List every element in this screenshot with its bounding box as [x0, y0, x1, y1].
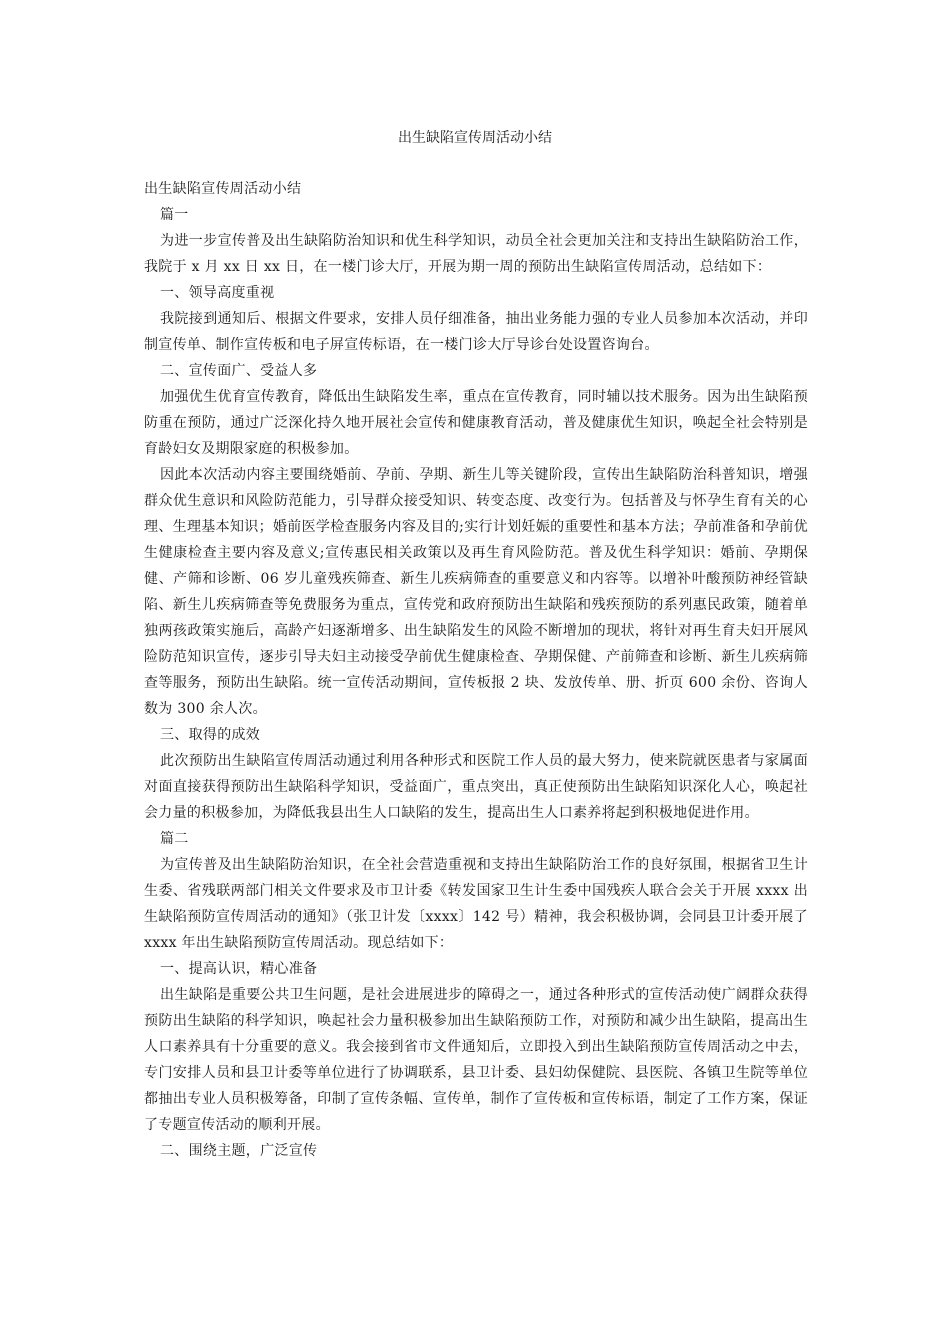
part1-section1-title: 一、领导高度重视: [160, 285, 275, 301]
part2-intro: 为宣传普及出生缺陷防治知识，在全社会营造重视和支持出生缺陷防治工作的良好氛围，根据省卫生计生委、省残联两部门相关文件要求及市卫计委《转发国家卫生计生委中国残疾人联合会关于开展 xxxx 出生缺陷预防宣传周活动的通知》（张卫计发〔xxxx〕142 号）精神，我会积极协调，会同县卫计委开展了 xxxx 年出生缺陷预防宣传周活动。现总结如下：: [144, 857, 808, 951]
part1-section2-title: 二、宣传面广、受益人多: [160, 363, 318, 379]
part1-label: 篇一: [160, 207, 189, 223]
document-heading: 出生缺陷宣传周活动小结: [144, 181, 302, 197]
part1-section1-paragraph: 我院接到通知后、根据文件要求，安排人员仔细准备，抽出业务能力强的专业人员参加本次活动，并印制宣传单、制作宣传板和电子屏宣传标语，在一楼门诊大厅导诊台处设置咨询台。: [144, 311, 808, 353]
page-title: 出生缺陷宣传周活动小结: [398, 130, 552, 146]
part1-section2-paragraph1: 加强优生优育宣传教育，降低出生缺陷发生率，重点在宣传教育，同时辅以技术服务。因为出生缺陷预防重在预防，通过广泛深化持久地开展社会宣传和健康教育活动，普及健康优生知识，唤起全社会特别是育龄妇女及期限家庭的积极参加。: [144, 389, 808, 457]
part2-label: 篇二: [160, 831, 189, 847]
part1-section3-title: 三、取得的成效: [160, 727, 261, 743]
part2-section1-paragraph: 出生缺陷是重要公共卫生问题，是社会进展进步的障碍之一，通过各种形式的宣传活动使广阔群众获得预防出生缺陷的科学知识，唤起社会力量积极参加出生缺陷预防工作，对预防和减少出生缺陷，提高出生人口素养具有十分重要的意义。我会接到省市文件通知后，立即投入到出生缺陷预防宣传周活动之中去，专门安排人员和县卫计委等单位进行了协调联系，县卫计委、县妇幼保健院、县医院、各镇卫生院等单位都抽出专业人员积极筹备，印制了宣传条幅、宣传单，制作了宣传板和宣传标语，制定了工作方案，保证了专题宣传活动的顺利开展。: [144, 987, 808, 1133]
document-body: [144, 176, 808, 1164]
part1-section3-paragraph: 此次预防出生缺陷宣传周活动通过利用各种形式和医院工作人员的最大努力，使来院就医患者与家属面对面直接获得预防出生缺陷科学知识，受益面广，重点突出，真正使预防出生缺陷知识深化人心，唤起社会力量的积极参加，为降低我县出生人口缺陷的发生，提高出生人口素养将起到积极地促进作用。: [144, 753, 808, 821]
part1-section2-paragraph2: 因此本次活动内容主要围绕婚前、孕前、孕期、新生儿等关键阶段，宣传出生缺陷防治科普知识，增强群众优生意识和风险防范能力，引导群众接受知识、转变态度、改变行为。包括普及与怀孕生育有关的心理、生理基本知识；婚前医学检查服务内容及目的;实行计划妊娠的重要性和基本方法；孕前准备和孕前优生健康检查主要内容及意义;宣传惠民相关政策以及再生育风险防范。普及优生科学知识：婚前、孕期保健、产筛和诊断、06 岁儿童残疾筛查、新生儿疾病筛查的重要意义和内容等。以增补叶酸预防神经管缺陷、新生儿疾病筛查等免费服务为重点，宣传党和政府预防出生缺陷和残疾预防的系列惠民政策，随着单独两孩政策实施后，高龄产妇逐渐增多、出生缺陷发生的风险不断增加的现状，将针对再生育夫妇开展风险防范知识宣传，逐步引导夫妇主动接受孕前优生健康检查、孕期保健、产前筛查和诊断、新生儿疾病筛查等服务，预防出生缺陷。统一宣传活动期间，宣传板报 2 块、发放传单、册、折页 600 余份、咨询人数为 300 余人次。: [144, 467, 808, 717]
part2-section1-title: 一、提高认识，精心准备: [160, 961, 318, 977]
part2-section2-title: 二、围绕主题，广泛宣传: [160, 1143, 318, 1159]
part1-intro: 为进一步宣传普及出生缺陷防治知识和优生科学知识，动员全社会更加关注和支持出生缺陷防治工作，我院于 x 月 xx 日 xx 日，在一楼门诊大厅，开展为期一周的预防出生缺陷宣传周活动，总结如下：: [144, 233, 808, 275]
